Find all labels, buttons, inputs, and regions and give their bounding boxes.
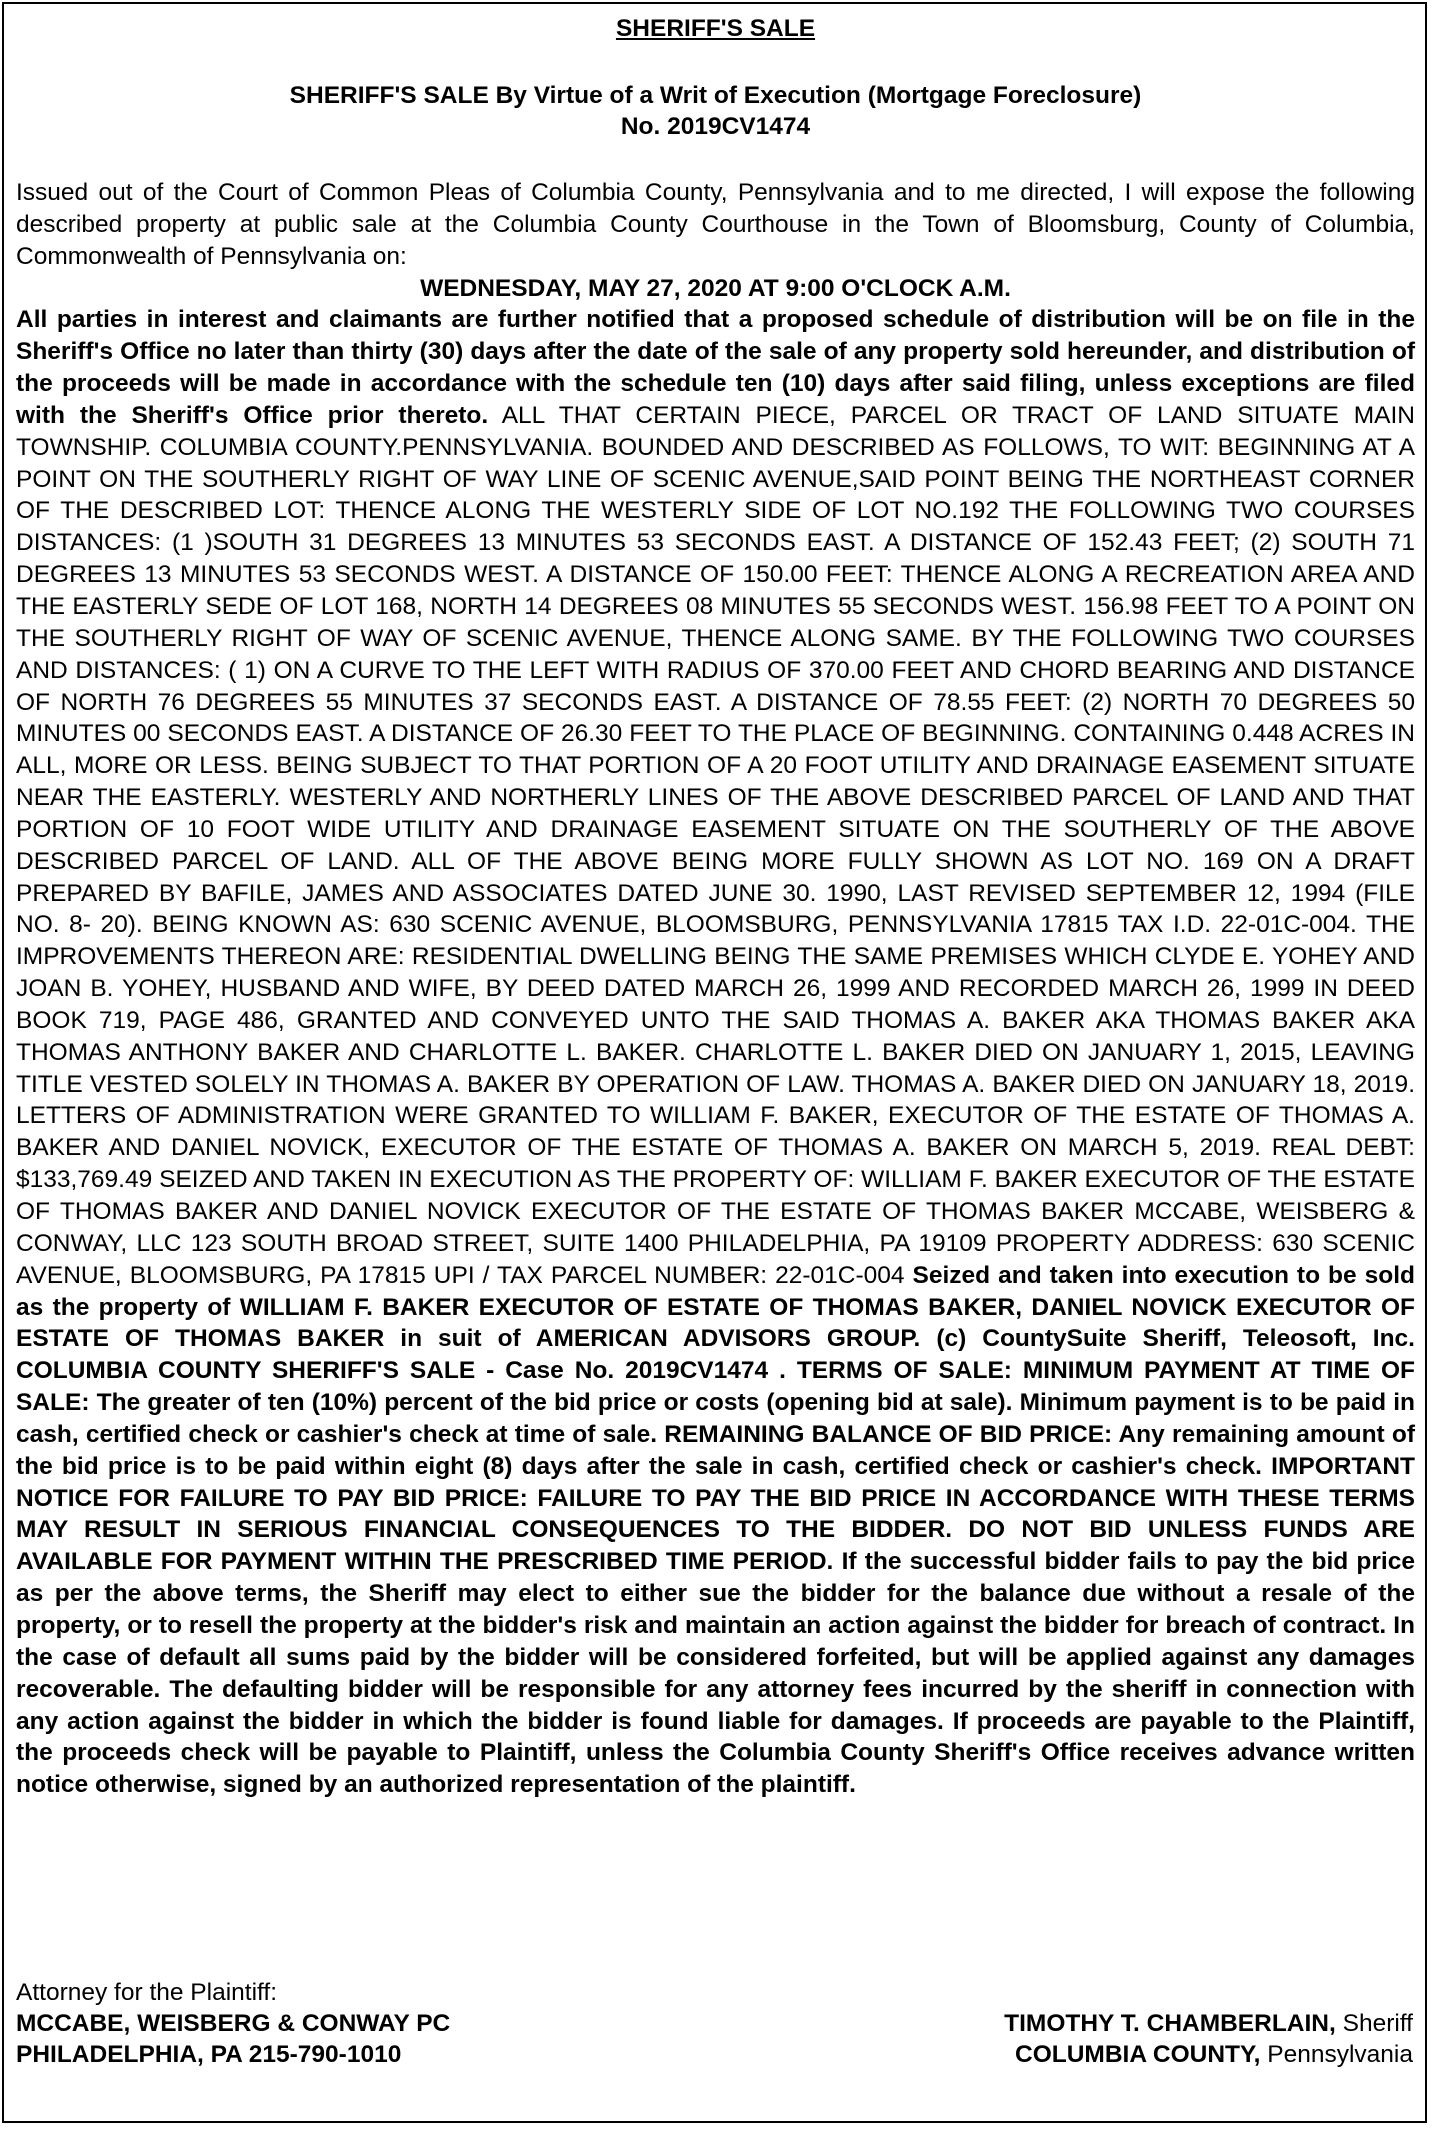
sheriff-name: TIMOTHY T. CHAMBERLAIN, xyxy=(1004,2010,1336,2037)
notice-heading xyxy=(16,80,1415,142)
terms-minimum-payment: The greater of ten (10%) percent of the bid price or costs (opening bid at sale). Minimum payment is to be paid in cash, certified check or cashier's check at time of sale. xyxy=(16,1389,1415,1448)
sheriff-line xyxy=(1004,2008,1413,2039)
attorney-label: Attorney for the Plaintiff: xyxy=(16,1979,278,2006)
attorney-firm: MCCABE, WEISBERG & CONWAY PC xyxy=(16,2010,451,2037)
copyright: (c) CountySuite Sheriff, Teleosoft, Inc. xyxy=(920,1325,1415,1353)
seized-text: Seized and taken into execution to be sold as the property of xyxy=(16,1261,1415,1321)
heading-case-number: No. 2019CV1474 xyxy=(620,113,811,140)
sale-date: WEDNESDAY, MAY 27, 2020 AT 9:00 O'CLOCK A.M. xyxy=(420,274,1011,302)
sheriff-title: Sheriff xyxy=(1335,2010,1413,2037)
state-name: Pennsylvania xyxy=(1260,2041,1413,2068)
notice-title: SHERIFF'S SALE xyxy=(615,15,816,42)
legal-description: ALL THAT CERTAIN PIECE, PARCEL OR TRACT OF LAND SITUATE MAIN TOWNSHIP. COLUMBIA COUNTY.PENNSYLVANIA. BOUNDED AND DESCRIBED AS FOLLOWS, TO WIT: BEGINNING AT A POINT ON THE SOUTHERLY RIGHT OF WAY LINE OF SCENIC AVENUE,SAID POINT BEING THE NORTHEAST CORNER OF THE DESCRIBED LOT: THENCE ALONG THE WESTERLY SIDE OF LOT NO.192 THE FOLLOWING TWO COURSES DISTANCES: (1 )SOUTH 31 DEGREES 13 MINUTES 53 SECONDS EAST. A DISTANCE OF 152.43 FEET; (2) SOUTH 71 DEGREES 13 MINUTES 53 SECONDS WEST. A DISTANCE OF 150.00 FEET: THENCE ALONG A RECREATION AREA AND THE EASTERLY SEDE OF LOT 168, NORTH 14 DEGREES 08 MINUTES 55 SECONDS WEST. 156.98 FEET TO A POINT ON THE SOUTHERLY RIGHT OF WAY OF SCENIC AVENUE, THENCE ALONG SAME. BY THE FOLLOWING TWO COURSES AND DISTANCES: ( 1) ON A CURVE TO THE LEFT WITH RADIUS OF 370.00 FEET AND CHORD BEARING AND DISTANCE OF NORTH 76 DEGREES 55 MINUTES 37 SECONDS EAST. A DISTANCE OF 78.55 FEET: (2) NORTH 70 DEGREES 50 MINUTES 00 SECONDS EAST. A DISTANCE OF 26.30 FEET TO THE PLACE OF BEGINNING. CONTAINING 0.448 ACRES IN ALL, MORE OR LESS. BEING SUBJECT TO THAT PORTION OF A 20 FOOT UTILITY AND DRAINAGE EASEMENT SITUATE NEAR THE EASTERLY. WESTERLY AND NORTHERLY LINES OF THE ABOVE DESCRIBED PARCEL OF LAND AND THAT PORTION OF 10 FOOT WIDE UTILITY AND DRAINAGE EASEMENT SITUATE ON THE SOUTHERLY OF THE ABOVE DESCRIBED PARCEL OF LAND. ALL OF THE ABOVE BEING MORE FULLY SHOWN AS LOT NO. 169 ON A DRAFT PREPARED BY BAFILE, JAMES AND ASSOCIATES DATED JUNE 30. 1990, LAST REVISED SEPTEMBER 12, 1994 (FILE NO. 8- 20). BEING KNOWN AS: 630 SCENIC AVENUE, BLOOMSBURG, PENNSYLVANIA 17815 TAX I.D. 22-01C-004. THE IMPROVEMENTS THEREON ARE: RESIDENTIAL DWELLING BEING THE SAME PREMISES WHICH CLYDE E. YOHEY AND JOAN B. YOHEY, HUSBAND AND WIFE, BY DEED DATED MARCH 26, 1999 AND RECORDED MARCH 26, 1999 IN DEED BOOK 719, PAGE 486, GRANTED AND CONVEYED UNTO THE SAID THOMAS A. BAKER AKA THOMAS BAKER AKA THOMAS ANTHONY BAKER AND CHARLOTTE L. BAKER. CHARLOTTE L. BAKER DIED ON JANUARY 1, 2015, LEAVING TITLE VESTED SOLELY IN THOMAS A. BAKER BY OPERATION OF LAW. THOMAS A. BAKER DIED ON JANUARY 18, 2019. LETTERS OF ADMINISTRATION WERE GRANTED TO WILLIAM F. BAKER, EXECUTOR OF THE ESTATE OF THOMAS A. BAKER AND DANIEL NOVICK, EXECUTOR OF THE ESTATE OF THOMAS A. BAKER ON MARCH 5, 2019. REAL DEBT: $133,769.49 SEIZED AND TAKEN IN EXECUTION AS THE PROPERTY OF: WILLIAM F. BAKER EXECUTOR OF THE ESTATE OF THOMAS BAKER AND DANIEL NOVICK EXECUTOR OF THE ESTATE OF THOMAS BAKER MCCABE, WEISBERG & CONWAY, LLC 123 SOUTH BROAD STREET, SUITE 1400 PHILADELPHIA, PA 19109 PROPERTY ADDRESS: 630 SCENIC AVENUE, BLOOMSBURG, PA 17815 UPI / TAX PARCEL NUMBER: 22-01C-004 xyxy=(16,401,1415,1289)
county-name: COLUMBIA COUNTY, xyxy=(1015,2041,1261,2068)
sheriff-block xyxy=(1004,1977,1413,2070)
attorney-block xyxy=(16,1977,450,2070)
distribution-notice: All parties in interest and claimants are further notified that a proposed schedule of distribution will be on file in the Sheriff's Office no later than thirty (30) days after the date of the sale of any property sold hereunder, and distribution of the proceeds will be made in accordance with the schedule ten (10) days after said filing, unless exceptions are filed with the Sheriff's Office prior thereto. xyxy=(16,306,1415,429)
terms-heading: TERMS OF SALE: MINIMUM PAYMENT AT TIME OF SALE: xyxy=(16,1357,1415,1417)
important-notice: IMPORTANT NOTICE FOR FAILURE TO PAY BID PRICE: FAILURE TO PAY THE BID PRICE IN ACCORDANCE WITH THESE TERMS MAY RESULT IN SERIOUS FINANCIAL CONSEQUENCES TO THE BIDDER. DO NOT BID UNLESS FUNDS ARE AVAILABLE FOR PAYMENT WITHIN THE PRESCRIBED TIME PERIOD. xyxy=(16,1452,1415,1576)
closing-text: If the successful bidder fails to pay the bid price as per the above terms, the Sheriff may elect to either sue the bidder for the balance due without a resale of the property, or to resell the property at the bidder's risk and maintain an action against the bidder for breach of contract. In the case of default all sums paid by the bidder will be considered forfeited, but will be applied against any damages recoverable. The defaulting bidder will be responsible for any attorney fees incurred by the sheriff in connection with any action against the bidder in which the bidder is found liable for damages. If proceeds are payable to the Plaintiff, the proceeds check will be payable to Plaintiff, unless the Columbia County Sheriff's Office receives advance written notice otherwise, signed by an authorized representation of the plaintiff. xyxy=(16,1548,1415,1799)
case-number: - Case No. 2019CV1474 . xyxy=(475,1357,786,1385)
county-line xyxy=(1004,2039,1413,2070)
plaintiff: AMERICAN ADVISORS GROUP. xyxy=(535,1325,921,1353)
notice-body xyxy=(16,177,1415,1801)
sheriff-sale-notice xyxy=(2,2,1427,2123)
notice-footer xyxy=(16,1977,1413,2070)
in-suit-of: in suit of xyxy=(384,1325,536,1353)
heading-writ: SHERIFF'S SALE By Virtue of a Writ of Execution (Mortgage Foreclosure) xyxy=(289,82,1142,109)
remaining-balance-text: Any remaining amount of the bid price is to be paid within eight (8) days after the sale in cash, certified check or cashier's check. xyxy=(16,1420,1415,1480)
remaining-balance-heading: REMAINING BALANCE OF BID PRICE: xyxy=(657,1420,1113,1448)
case-label: COLUMBIA COUNTY SHERIFF'S SALE xyxy=(16,1357,476,1385)
intro-paragraph: Issued out of the Court of Common Pleas of Columbia County, Pennsylvania and to me directed, I will expose the following described property at public sale at the Columbia County Courthouse in the Town of Bloomsburg, County of Columbia, Commonwealth of Pennsylvania on: xyxy=(16,179,1415,270)
attorney-contact: PHILADELPHIA, PA 215-790-1010 xyxy=(16,2041,402,2068)
defendants: WILLIAM F. BAKER EXECUTOR OF ESTATE OF THOMAS BAKER, DANIEL NOVICK EXECUTOR OF ESTATE OF THOMAS BAKER xyxy=(16,1293,1415,1353)
